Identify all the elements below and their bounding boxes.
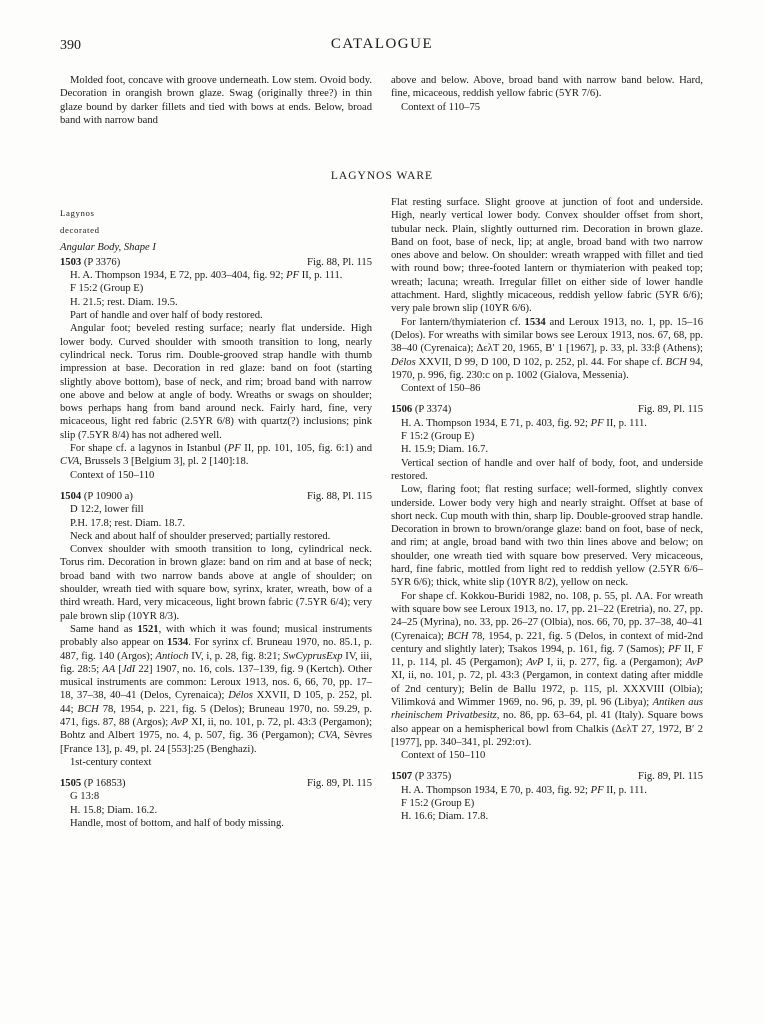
entry-1505 [60,777,372,830]
entry-header [391,403,703,416]
dimensions: H. 21.5; rest. Diam. 19.5. [70,296,178,308]
label-decorated: decorated [60,225,100,236]
prev-entry-description-cont: above and below. Above, broad band with narrow band below. Hard, fine, micaceous, reddish yellow fabric (5YR 7/6). [391,75,703,100]
inventory-number: (P 3374) [412,404,452,416]
entry-1506 [391,403,703,762]
preservation: Vertical section of handle and over half of body, foot, and underside restored. [391,457,703,482]
entry-header [60,490,372,503]
deposit: F 15:2 (Group E) [70,283,144,295]
figure-ref: Fig. 89, Pl. 115 [307,778,372,790]
description: Low, flaring foot; flat resting surface; well-formed, slightly convex underside. Lower body very high and nearly straight. Offset at base of short neck. Cup mouth with thin, sharp lip. Double-grooved strap handle. Decoration in brown to brown/orange glaze: band on foot, base of neck, and rim; at angle, broad band with two thin lines above and below; on shoulder, one wreath tied with square bow preserved. Very micaceous, hard, fine fabric, mottled from light red to reddish yellow (2.5YR 6/6–5YR 6/6); thick, white slip (10YR 8/2), yellow on neck. [391,484,703,589]
entry-1504 [60,490,372,769]
deposit: F 15:2 (Group E) [401,798,475,810]
label-shape: Angular Body, Shape I [60,241,156,253]
comparanda: Same hand as 1521, with which it was found; musical instruments probably also appear on 1534. For syrinx cf. Bruneau 1970, no. 85.1, p. 487, fig. 140 (Argos); Antioch IV, i, p. 28, fig. 8:21; SwCyprusExp IV, iii, fig. 28:5; AA [JdI 22] 1907, no. 16, cols. 137–139, fig. 9 (Kertch). Other musical instruments are common: Leroux 1913, nos. 6, 66, 70, pp. 17–18, 37–38, 40–41 (Delos, Cyrenaica); Délos XXVII, D 105, p. 252, pl. 44; BCH 78, 1954, p. 221, fig. 5 (Delos); Bruneau 1970, no. 59.29, p. 471, figs. 87, 88 (Argos); AvP XI, ii, no. 101, p. 72, pl. 43:3 (Pergamon); Bohtz and Albert 1975, no. 4, p. 507, fig. 36 (Pergamon); CVA, Sèvres [France 13], p. 49, pl. 24 [553]:25 (Benghazi). [60,623,373,755]
entry-header [60,777,372,790]
deposit: D 12:2, lower fill [70,504,144,516]
entry-number: 1505 [60,778,82,790]
comparanda: For shape cf. a lagynos in Istanbul (PF II, pp. 101, 105, fig. 6:1) and CVA, Brussels 3 [Belgium 3], pl. 2 [140]:18. [60,443,373,468]
entry-number: 1507 [391,771,413,783]
top-right-block [391,74,703,114]
figure-ref: Fig. 88, Pl. 115 [307,490,372,502]
dimensions: P.H. 17.8; rest. Diam. 18.7. [70,517,186,529]
entry-1505-context: Context of 150–86 [401,383,481,395]
preservation: Part of handle and over half of body restored. [70,310,263,322]
inventory-number: (P 16853) [81,778,126,790]
bibliography: H. A. Thompson 1934, E 71, p. 403, fig. 92; PF II, p. 111. [401,417,647,429]
entry-header [60,256,372,269]
entry-1503 [60,256,372,482]
deposit: G 13:8 [70,791,100,803]
bibliography: H. A. Thompson 1934, E 72, pp. 403–404, fig. 92; PF II, p. 111. [70,270,343,282]
prev-entry-description: Molded foot, concave with groove underneath. Low stem. Ovoid body. Decoration in orangish brown glaze. Swag (originally three?) in thin glaze bound by darker fillets and tied with bows at ends. Below, broad band with narrow band [60,75,372,126]
entry-1505-description: Flat resting surface. Slight groove at junction of foot and underside. High, nearly vertical lower body. Convex shoulder offset from short, tubular neck. Plain, slightly outturned rim. Decoration in brown glaze. Band on foot, base of neck, lip; at angle, broad band with two narrow ones above and below. On shoulder: wreath wrapped with fillet and tied with round bow; three-footed lantern or thymiaterion with peaked top; wreath; lacuna; wreath. Irregular fillet on either side of lower handle attachment. Hard, slightly micaceous, reddish yellow fabric (5YR 6/6); very pale brown slip (10YR 6/6). [391,197,703,315]
context: Context of 150–110 [70,469,155,481]
entry-number: 1506 [391,404,413,416]
entry-1507 [391,770,703,823]
bibliography: H. A. Thompson 1934, E 70, p. 403, fig. 92; PF II, p. 111. [401,784,647,796]
prev-entry-context: Context of 110–75 [401,101,481,113]
entry-1505-comparanda: For lantern/thymiaterion cf. 1534 and Leroux 1913, no. 1, pp. 15–16 (Delos). For wreaths with similar bows see Leroux 1913, nos. 67, 68, pp. 38–40 (Cyrenaica); ΔελΤ 20, 1965, B′ 1 [1967], p. 33, pl. 33:β (Athens); Délos XXVII, D 99, D 100, D 102, p. 252, pl. 44. For shape cf. BCH 94, 1970, p. 996, fig. 230:c on p. 1002 (Gialova, Messenia). [391,316,704,381]
preservation: Handle, most of bottom, and half of body missing. [70,818,284,830]
dimensions: H. 15.8; Diam. 16.2. [70,804,158,816]
inventory-number: (P 10900 a) [81,490,133,502]
entry-number: 1503 [60,256,82,268]
deposit: F 15:2 (Group E) [401,431,475,443]
figure-ref: Fig. 88, Pl. 115 [307,256,372,268]
preservation: Neck and about half of shoulder preserved; partially restored. [70,530,331,542]
context: Context of 150–110 [401,750,486,762]
left-column [60,204,372,830]
running-title: CATALOGUE [330,36,434,52]
section-title: LAGYNOS WARE [330,170,434,182]
figure-ref: Fig. 89, Pl. 115 [638,771,703,783]
description: Convex shoulder with smooth transition to long, cylindrical neck. Torus rim. Decoration in brown glaze: band on rim and at base of neck; broad band with two narrow bands above at angle of shoulder; on shoulder, wreath tied with square bow, syrinx, krater, wreath, bow of a third wreath. Hard, very micaceous, light brown fabric (7.5YR 6/4); very pale brown slip (10YR 8/3). [60,544,372,622]
page-number: 390 [60,38,81,53]
description: Angular foot; beveled resting surface; nearly flat underside. High lower body. Curved shoulder with smooth transition to long, nearly cylindrical neck. Torus rim. Double-grooved strap handle with thumb impression at base. Decoration in red glaze: band on foot (starting slightly above bottom), base of neck, and rim; broad band with narrow one above and below at angle of body. Wreaths or swags on shoulder; bows perhaps hang from band around neck. Fairly hard, fine, very micaceous, light red fabric (2.5YR 6/8) with quartz(?) inclusions; pink slip (7.5YR 8/4) has not adhered well. [60,323,372,441]
top-left-block [60,74,372,127]
label-lagynos: Lagynos [60,208,95,218]
entry-header [391,770,703,783]
dimensions: H. 15.9; Diam. 16.7. [401,444,489,456]
inventory-number: (P 3376) [81,256,121,268]
figure-ref: Fig. 89, Pl. 115 [638,404,703,416]
dimensions: H. 16.6; Diam. 17.8. [401,811,489,823]
right-column [391,196,703,824]
comparanda: For shape cf. Kokkou-Buridi 1982, no. 108, p. 55, pl. ΛΑ. For wreath with square bow see Leroux 1913, no. 17, pp. 21–22 (Eretria), no. 27, pp. 24–25 (Myrina), no. 33, pp. 26–27 (Olbia), nos. 66, 70, pp. 37–38, 40–41 (Cyrenaica); BCH 78, 1954, p. 221, fig. 5 (Delos, in context of mid-2nd century and slightly later); Tsakos 1994, p. 161, fig. 7 (Samos); PF II, F 11, p. 114, pl. 45 (Pergamon); AvP I, ii, p. 277, fig. a (Pergamon); AvP XI, ii, no. 101, p. 72, pl. 43:3 (Pergamon, in context dating after middle of 2nd century); Belin de Ballu 1972, p. 115, pl. XXXVIII (Olbia); Vilimková and Wimmer 1969, no. 96, p. 39, pl. 96 (Libya); Antiken aus rheinischem Privatbesitz, no. 86, pp. 63–64, pl. 41 (Italy). Square bows also appear on a hemispherical bowl from Chalkis (ΔελΤ 27, 1972, B′ 2 [1977], pp. 340–341, pl. 292:στ). [391,590,704,748]
context: 1st-century context [70,756,152,768]
inventory-number: (P 3375) [412,771,452,783]
entry-number: 1504 [60,490,82,502]
